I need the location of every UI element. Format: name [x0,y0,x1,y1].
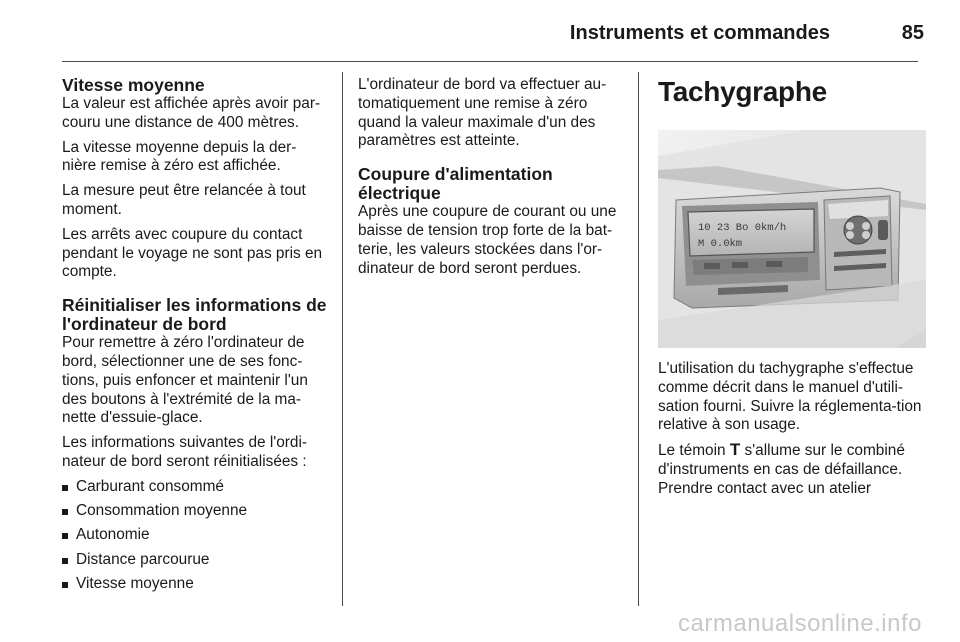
section-heading-reinitialiser: Réinitialiser les informations de l'ordinateur de bord [62,295,327,335]
paragraph: L'ordinateur de bord va effectuer au-tomatiquement une remise à zéro quand la valeur maximale d'un des paramètres est atteinte. [358,76,607,150]
paragraph: Les informations suivantes de l'ordi-nateur de bord seront réinitialisées : [62,434,308,470]
tachograph-display-line1: 10 23 Bo 0km/h [698,222,787,234]
section-heading-tachygraphe: Tachygraphe [658,76,827,107]
list-item: Autonomie [62,526,330,545]
page-number: 85 [901,22,924,44]
tachograph-warning-icon: T [729,440,741,460]
paragraph: L'utilisation du tachygraphe s'effectue comme décrit dans le manuel d'utili-sation fourni. Suivre la réglementa-tion relative à son usage. [658,360,922,434]
column-right [658,76,926,505]
paragraph-warning: Le témoin T s'allume sur le combiné d'instruments en cas de défaillance. Prendre contact avec un atelier [658,440,905,497]
section-heading-vitesse-moyenne: Vitesse moyenne [62,75,205,95]
paragraph: La vitesse moyenne depuis la der-nière remise à zéro est affichée. [62,138,297,175]
section-heading-coupure: Coupure d'alimentation électrique [358,164,553,204]
paragraph: Les arrêts avec coupure du contact pendant le voyage ne sont pas pris en compte. [62,225,323,281]
paragraph: La valeur est affichée après avoir par-couru une distance de 400 mètres. [62,95,321,131]
column-left [62,76,330,599]
paragraph: Après une coupure de courant ou une baisse de tension trop forte de la bat-terie, les valeurs stockées dans l'or-dinateur de bord seront perdues. [358,203,617,277]
list-item: Distance parcourue [62,551,330,570]
column-divider [638,72,639,606]
tachograph-image [658,130,926,348]
header-divider [62,61,918,62]
paragraph: Pour remettre à zéro l'ordinateur de bord, sélectionner une de ses fonc-tions, puis enfoncer et maintenir l'un des boutons à l'extrémité de la ma-nette d'essuie-glace. [62,334,308,427]
watermark: carmanualsonline.info [678,610,922,637]
column-divider [342,72,343,606]
list-item: Carburant consommé [62,478,330,497]
tachograph-display-line2: M 0.0km [698,238,743,250]
list-item: Consommation moyenne [62,502,330,521]
tachograph-illustration [658,130,926,348]
page-title: Instruments et commandes [569,22,830,44]
list-item: Vitesse moyenne [62,575,330,594]
column-middle [358,76,624,284]
reset-items-list [62,478,330,594]
paragraph: La mesure peut être relancée à tout moment. [62,182,306,218]
